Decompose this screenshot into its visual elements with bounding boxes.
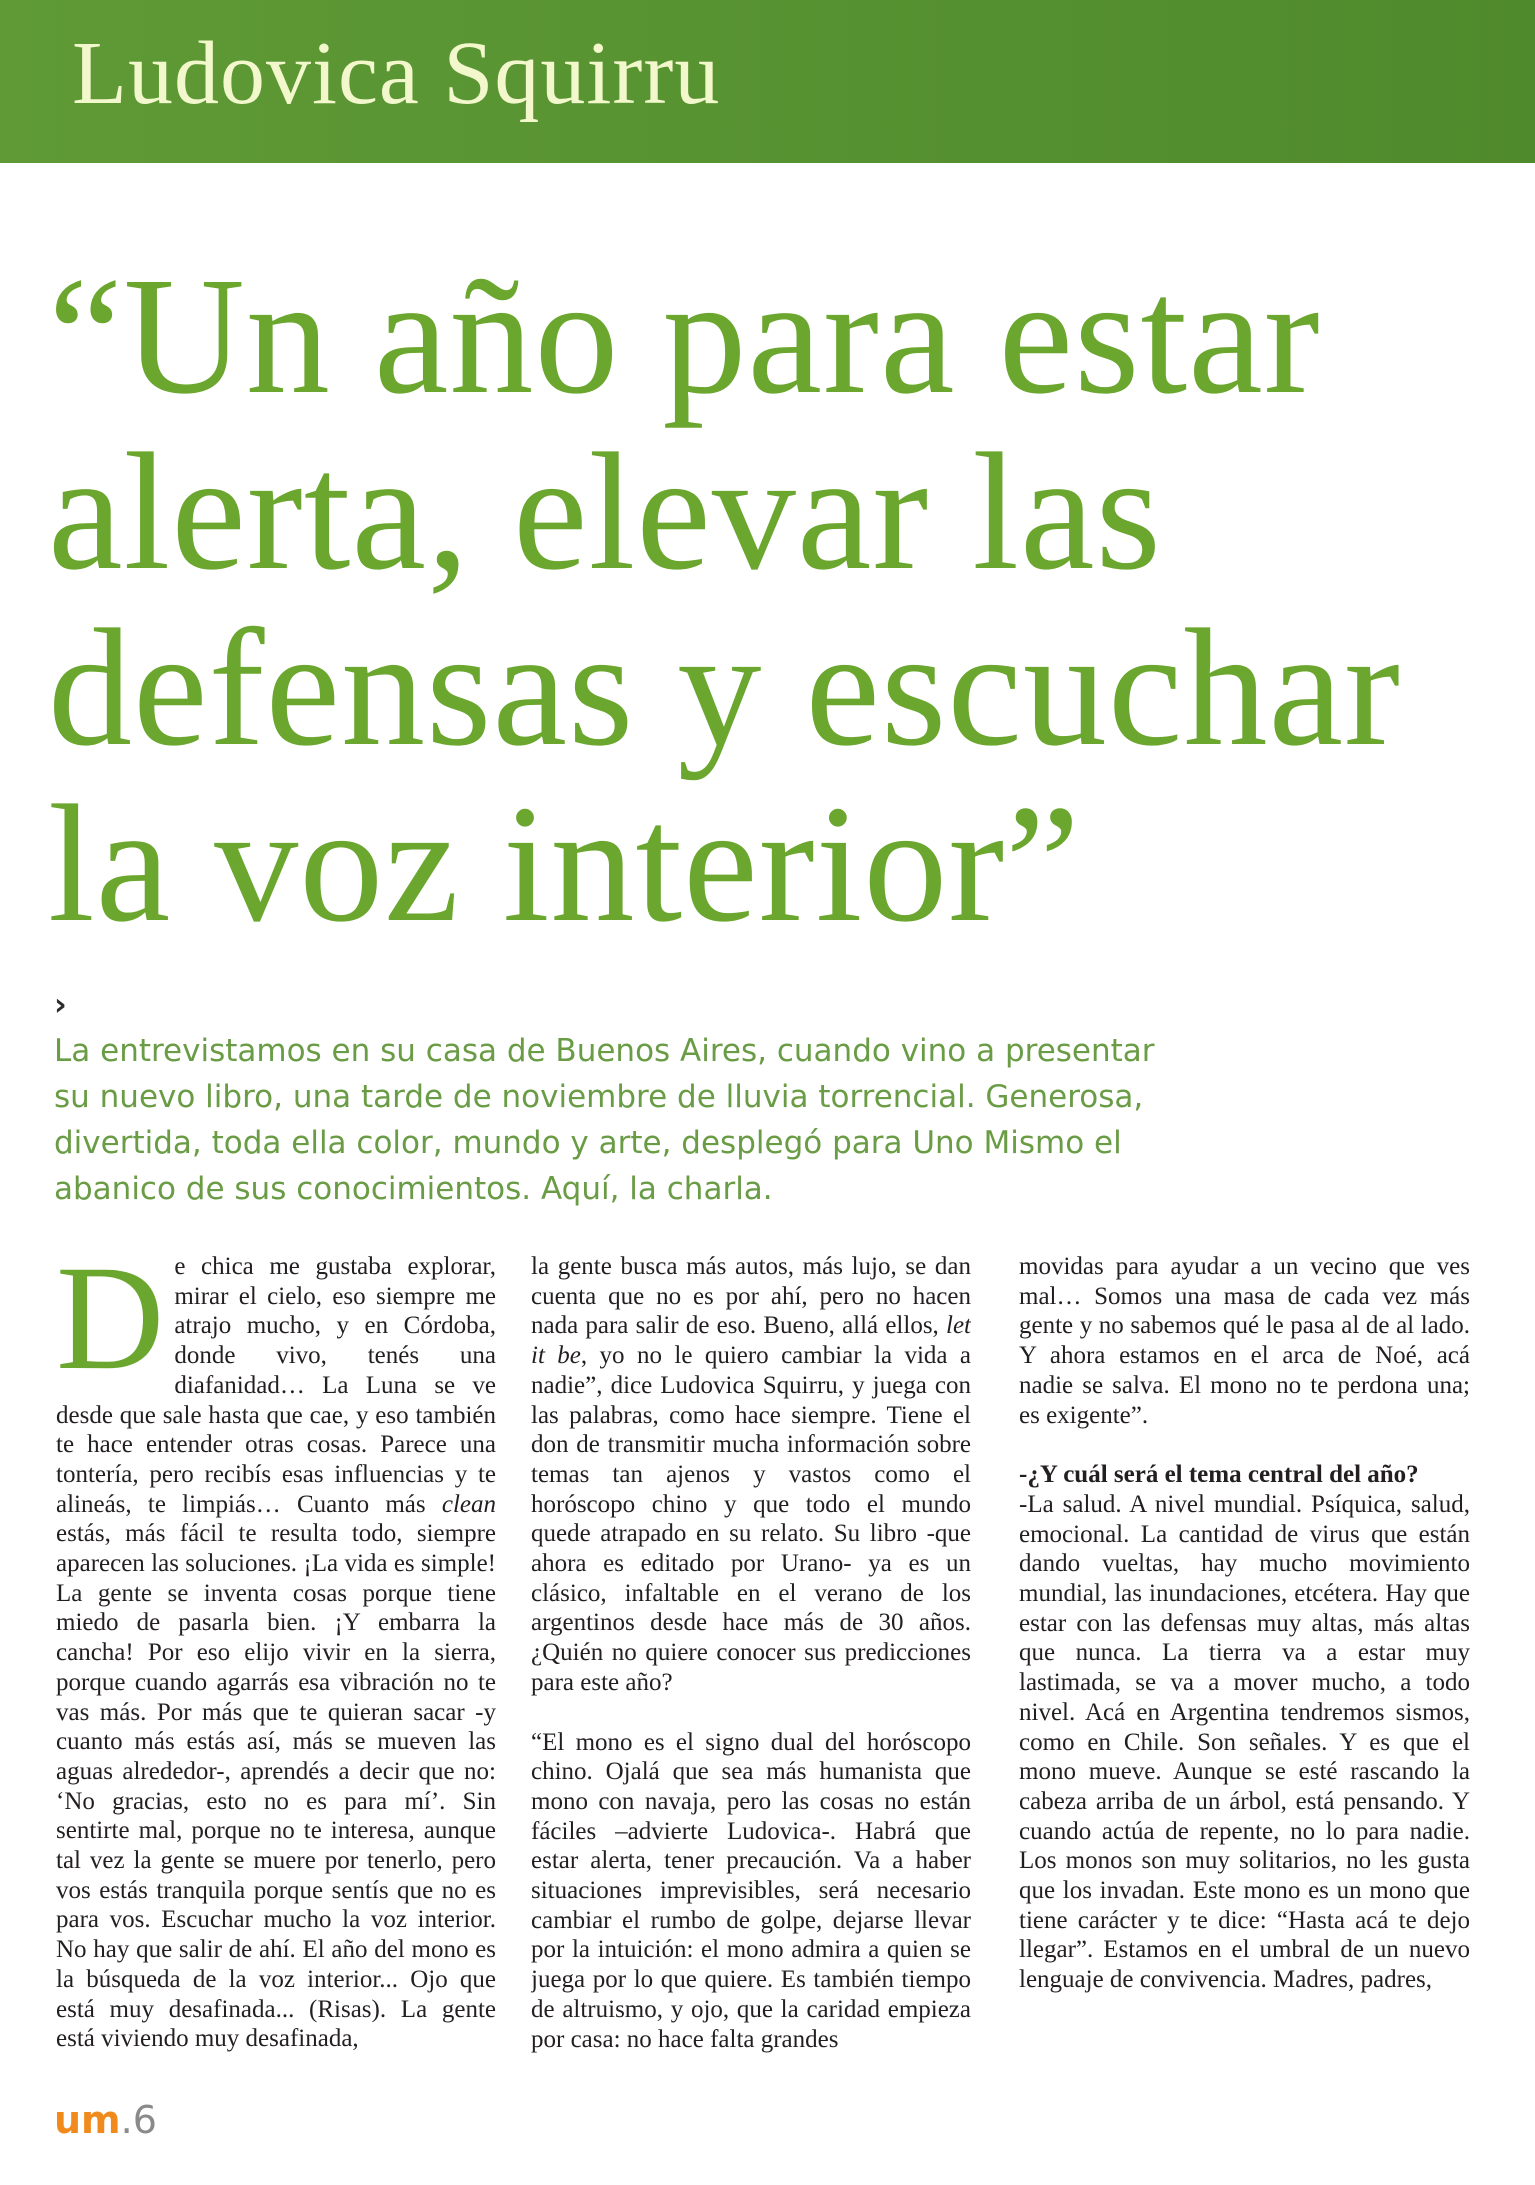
body-paragraph: -La salud. A nivel mundial. Psíquica, salud, emocional. La cantidad de virus que están dando vueltas, hay mucho movimiento mundial, las inundaciones, etcétera. Hay que estar con las defensas muy altas, más altas que nunca. La tierra va a estar muy lastimada, se va a mover mucho, a todo nivel. Acá en Argentina tendremos sismos, como en Chile. Son señales. Y es que el mono mueve. Aunque se esté rascando la cabeza arriba de un árbol, está pensando. Y cuando actúa de repente, no lo para nadie. Los monos son muy solitarios, no les gusta que los invadan. Este mono es un mono que tiene carácter y te dice: “Hasta acá te dejo llegar”. Estamos en el umbral de un nuevo lenguaje de convivencia. Madres, padres, <box>1019 1490 1470 1994</box>
body-column-1 <box>56 1252 496 2072</box>
headline-line: “Un año para estar <box>48 243 1321 429</box>
body-text: , yo no le quiero cambiar la vida a nadie”, dice Ludovica Squirru, y juega con las palabras, como hace siempre. Tiene el don de transmitir mucha información sobre temas tan ajenos y vastos como el horóscopo chino y que todo el mundo quede atrapado en su relato. Su libro -que ahora es editado por Urano- ya es un clásico, infaltable en el verano de los argentinos desde hace más de 30 años. ¿Quién no quiere conocer sus predicciones para este año? <box>531 1342 971 1696</box>
body-text: estás, más fácil te resulta todo, siempre aparecen las soluciones. ¡La vida es simple! La gente se inventa cosas porque tiene miedo de pasarla bien. ¡Y embarra la cancha! Por eso elijo vivir en la sierra, porque cuando agarrás esa vibración no te vas más. Por más que te quieran sacar -y cuanto más estás así, más se mueven las aguas alrededor-, aprendés a decir que no: ‘No gracias, esto no es para mí’. Sin sentirte mal, porque no te interesa, aunque tal vez la gente se muere por tenerlo, pero vos estás tranquila porque sentís que no es para vos. Escuchar mucho la voz interior. No hay que salir de ahí. El año del mono es la búsqueda de la voz interior... Ojo que está muy desafinada... (Risas). La gente está viviendo muy desafinada, <box>56 1520 496 2053</box>
page-number: .6 <box>120 2098 157 2142</box>
intro-line: abanico de sus conocimientos. Aquí, la charla. <box>54 1171 773 1207</box>
body-column-3 <box>1019 1252 1470 2072</box>
intro-paragraph <box>54 982 1454 1212</box>
body-paragraph <box>56 1252 496 2054</box>
body-column-2 <box>531 1252 971 2072</box>
body-text: la gente busca más autos, más lujo, se dan cuenta que no es por ahí, pero no hacen nada para salir de eso. Bueno, allá ellos, <box>531 1253 971 1340</box>
headline-line: defensas y escuchar <box>48 595 1401 781</box>
intro-line: su nuevo libro, una tarde de noviembre de lluvia torrencial. Generosa, <box>54 1079 1144 1115</box>
body-text: e chica me gustaba explorar, mirar el cielo, eso siempre me atrajo mucho, y en Córdoba, donde vivo, tenés una diafanidad… La Luna se ve desde que sale hasta que cae, y eso también te hace entender otras cosas. Parece una tontería, pero recibís esas influencias y te alineás, te limpiás… Cuanto más <box>56 1253 496 1518</box>
headline-line: alerta, elevar las <box>48 419 1162 605</box>
body-paragraph: “El mono es el signo dual del horóscopo chino. Ojalá que sea más humanista que mono con navaja, pero las cosas no están fáciles –advierte Ludovica-. Habrá que estar alerta, tener precaución. Va a haber situaciones imprevisibles, será necesario cambiar el rumbo de golpe, dejarse llevar por la intuición: el mono admira a quien se juega por lo que quiere. Es también tiempo de altruismo, y ojo, que la caridad empieza por casa: no hace falta grandes <box>531 1728 971 2053</box>
body-paragraph: movidas para ayudar a un vecino que ves mal… Somos una masa de cada vez más gente y no sabemos qué le pasa al de al lado. Y ahora estamos en el arca de Noé, acá nadie se salva. El mono no te perdona una; es exigente”. <box>1019 1253 1470 1429</box>
page-folio <box>54 2098 157 2142</box>
author-name: Ludovica Squirru <box>72 24 721 123</box>
headline-line: la voz interior” <box>48 771 1081 957</box>
magazine-logo: um <box>54 2098 121 2142</box>
intro-line <box>54 982 1454 1074</box>
drop-cap: D <box>56 1252 165 1401</box>
chevron-right-icon: › <box>54 987 67 1023</box>
intro-line: divertida, toda ella color, mundo y arte, desplegó para Uno Mismo el <box>54 1125 1122 1161</box>
body-text-italic: let it be <box>531 1312 971 1370</box>
body-paragraph <box>531 1252 971 1698</box>
interview-question: -¿Y cuál será el tema central del año? <box>1019 1461 1419 1489</box>
body-text-italic: clean <box>441 1490 496 1518</box>
header-band <box>0 0 1535 163</box>
headline <box>48 243 1508 957</box>
intro-line-text: La entrevistamos en su casa de Buenos Aires, cuando vino a presentar <box>54 1033 1155 1069</box>
